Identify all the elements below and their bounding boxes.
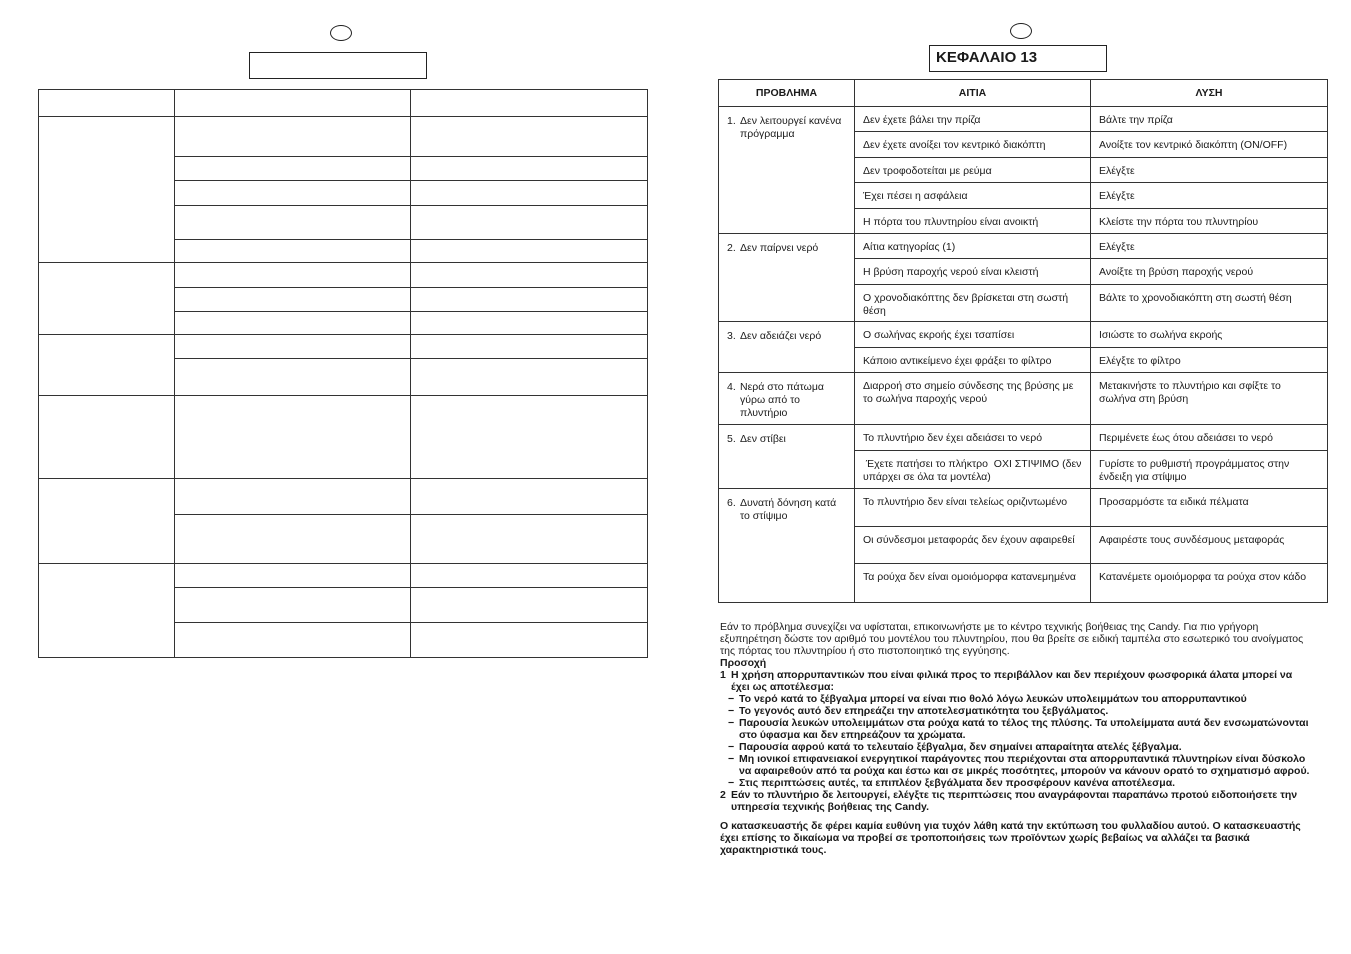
left-chapter-title (249, 52, 427, 79)
cause-cell: Η πόρτα του πλυντηρίου είναι ανοικτή (855, 209, 1091, 234)
solution-cell (411, 396, 648, 479)
table-header-row (39, 90, 648, 117)
cause-cell: Ο σωλήνας εκροής έχει τσαπίσει (855, 322, 1091, 348)
cause-cell (175, 240, 411, 263)
note-text: Η χρήση απορρυπαντικών που είναι φιλικά προς το περιβάλλον και δεν περιέχουν φωσφορικά άλατα μπορεί να έχει ως αποτέλεσμα: (731, 669, 1293, 693)
cause-cell: Αίτια κατηγορίας (1) (855, 234, 1091, 259)
table-row (719, 107, 1328, 132)
cause-cell (175, 206, 411, 240)
solution-cell (411, 312, 648, 335)
problem-cell (39, 564, 175, 658)
note-number: 2 (720, 789, 726, 801)
note-text: Εάν το πλυντήριο δε λειτουργεί, ελέγξτε τις περιπτώσεις που αναγράφονται παραπάνω προτού ειδοποιήσετε την υπηρεσία τεχνικής βοήθειας της Candy. (731, 789, 1298, 813)
cause-cell: Η βρύση παροχής νερού είναι κλειστή (855, 259, 1091, 285)
note-item-2 (720, 789, 1312, 813)
table-row (719, 373, 1328, 425)
problem-number: 6. (727, 497, 736, 509)
table-row (719, 234, 1328, 259)
solution-cell: Βάλτε το χρονοδιακόπτη στη σωστή θέση (1091, 285, 1328, 322)
disclaimer: Ο κατασκευαστής δε φέρει καμία ευθύνη για τυχόν λάθη κατά την εκτύπωση του φυλλαδίου αυτού. Ο κατασκευαστής έχει επίσης το δικαίωμα να προβεί σε τροποποιήσεις των προϊόντων χωρίς βεβαίως να αλλάζει τα βασικά χαρακτηριστικά τους. (720, 820, 1301, 856)
dash-mark: − (728, 705, 735, 717)
solution-cell (411, 335, 648, 359)
header-cause: ΑΙΤΙΑ (855, 80, 1091, 107)
dash-text: Μη ιονικοί επιφανειακοί ενεργητικοί παράγοντες που περιέχονται στα απορρυπαντικά πλυντηρίων είναι δύσκολο να αφαιρεθούν από τα ρούχα και έστω και σε μικρές ποσότητες, μπορούν να κάνουν ορατό το σχηματισμό αφρού. (739, 753, 1310, 777)
notes-section (720, 621, 1312, 856)
problem-text: Νερά στο πάτωμα γύρω από το πλυντήριο (740, 381, 824, 419)
problem-cell (39, 396, 175, 479)
problem-text: Δεν στίβει (740, 433, 786, 445)
cause-cell: Δεν έχετε ανοίξει τον κεντρικό διακόπτη (855, 132, 1091, 158)
dash-item (720, 753, 1312, 777)
dash-text: Το νερό κατά το ξέβγαλμα μπορεί να είναι πιο θολό λόγω λευκών υπολειμμάτων του απορρυπαντικού (739, 693, 1247, 705)
problem-cell (719, 373, 855, 425)
solution-cell: Βάλτε την πρίζα (1091, 107, 1328, 132)
solution-cell: Ελέγξτε (1091, 183, 1328, 209)
table-row (39, 263, 648, 288)
cause-cell: Το πλυντήριο δεν έχει αδειάσει το νερό (855, 425, 1091, 451)
note-item-1 (720, 669, 1312, 693)
dash-list (720, 693, 1312, 789)
cause-cell (175, 288, 411, 312)
cause-cell (175, 181, 411, 206)
solution-cell: Ανοίξτε τη βρύση παροχής νερού (1091, 259, 1328, 285)
header-problem: ΠΡΟΒΛΗΜΑ (719, 80, 855, 107)
solution-cell (411, 564, 648, 588)
problem-cell (719, 234, 855, 322)
dash-text: Στις περιπτώσεις αυτές, τα επιπλέον ξεβγάλματα δεν προσφέρουν κανένα αποτέλεσμα. (739, 777, 1176, 789)
solution-cell: Περιμένετε έως ότου αδειάσει το νερό (1091, 425, 1328, 451)
table-row (719, 489, 1328, 527)
table-row (39, 479, 648, 515)
solution-cell: Ελέγξτε το φίλτρο (1091, 348, 1328, 373)
problem-cell (39, 117, 175, 263)
problem-number: 3. (727, 330, 736, 342)
solution-cell (411, 157, 648, 181)
cause-cell (175, 564, 411, 588)
cause-cell: Έχετε πατήσει το πλήκτρο ΟΧΙ ΣΤΙΨΙΜΟ (δεν υπάρχει σε όλα τα μοντέλα) (855, 451, 1091, 489)
table-row (719, 322, 1328, 348)
solution-cell (411, 359, 648, 396)
cause-cell (175, 157, 411, 181)
cause-cell: Δεν τροφοδοτείται με ρεύμα (855, 158, 1091, 183)
problem-number: 4. (727, 381, 736, 393)
dash-item (720, 705, 1312, 717)
dash-mark: − (728, 693, 735, 705)
solution-cell (411, 515, 648, 564)
solution-cell: Αφαιρέστε τους συνδέσμους μεταφοράς (1091, 527, 1328, 564)
problem-text: Δεν λειτουργεί κανένα πρόγραμμα (740, 115, 842, 140)
header-cause (175, 90, 411, 117)
problem-number: 2. (727, 242, 736, 254)
left-page-badge (330, 25, 352, 41)
dash-text: Παρουσία αφρού κατά το τελευταίο ξέβγαλμα, δεν σημαίνει απαραίτητα ατελές ξέβγαλμα. (739, 741, 1182, 753)
dash-mark: − (728, 717, 735, 729)
dash-mark: − (728, 741, 735, 753)
solution-cell (411, 117, 648, 157)
solution-cell: Ελέγξτε (1091, 158, 1328, 183)
cause-cell: Οι σύνδεσμοι μεταφοράς δεν έχουν αφαιρεθεί (855, 527, 1091, 564)
table-row (39, 396, 648, 479)
solution-cell: Γυρίστε το ρυθμιστή προγράμματος στην ένδειξη για στίψιμο (1091, 451, 1328, 489)
problem-number: 1. (727, 115, 736, 127)
problem-cell (719, 322, 855, 373)
cause-cell: Δεν έχετε βάλει την πρίζα (855, 107, 1091, 132)
problem-cell (39, 335, 175, 396)
solution-cell: Ισιώστε το σωλήνα εκροής (1091, 322, 1328, 348)
cause-cell (175, 312, 411, 335)
solution-cell (411, 588, 648, 623)
cause-cell (175, 335, 411, 359)
notes-intro: Εάν το πρόβλημα συνεχίζει να υφίσταται, επικοινωνήστε με το κέντρο τεχνικής βοήθειας της Candy. Για πιο γρήγορη εξυπηρέτηση δώστε τον αριθμό του μοντέλου του πλυντηρίου, που θα βρείτε σε ειδική ταμπέλα στο εσωτερικό του ανοίγματος της πόρτας του πλυντηρίου ή στο πιστοποιητικό της εγγύησης. (720, 621, 1304, 657)
solution-cell (411, 623, 648, 658)
left-troubleshooting-table (38, 89, 648, 658)
dash-item (720, 777, 1312, 789)
cause-cell (175, 479, 411, 515)
table-row (719, 425, 1328, 451)
cause-cell: Έχει πέσει η ασφάλεια (855, 183, 1091, 209)
solution-cell: Κλείστε την πόρτα του πλυντηρίου (1091, 209, 1328, 234)
solution-cell: Μετακινήστε το πλυντήριο και σφίξτε το σωλήνα στη βρύση (1091, 373, 1328, 425)
cause-cell: Τα ρούχα δεν είναι ομοιόμορφα κατανεμημένα (855, 564, 1091, 603)
cause-cell (175, 117, 411, 157)
solution-cell: Ανοίξτε τον κεντρικό διακόπτη (ON/OFF) (1091, 132, 1328, 158)
solution-cell: Προσαρμόστε τα ειδικά πέλματα (1091, 489, 1328, 527)
problem-cell (39, 479, 175, 564)
problem-cell (39, 263, 175, 335)
dash-mark: − (728, 777, 735, 789)
header-solution: ΛΥΣΗ (1091, 80, 1328, 107)
dash-item (720, 741, 1312, 753)
solution-cell: Ελέγξτε (1091, 234, 1328, 259)
table-row (39, 117, 648, 157)
cause-cell (175, 588, 411, 623)
solution-cell (411, 288, 648, 312)
dash-item (720, 693, 1312, 705)
cause-cell (175, 515, 411, 564)
cause-cell: Κάποιο αντικείμενο έχει φράξει το φίλτρο (855, 348, 1091, 373)
dash-mark: − (728, 753, 735, 765)
header-problem (39, 90, 175, 117)
table-row (39, 564, 648, 588)
problem-cell (719, 425, 855, 489)
cause-cell (175, 396, 411, 479)
solution-cell (411, 263, 648, 288)
problem-text: Δυνατή δόνηση κατά το στίψιμο (740, 497, 837, 522)
header-solution (411, 90, 648, 117)
chapter-title: ΚΕΦΑΛΑΙΟ 13 (929, 45, 1107, 72)
cause-cell: Το πλυντήριο δεν είναι τελείως οριζιντωμένο (855, 489, 1091, 527)
problem-text: Δεν παίρνει νερό (740, 242, 819, 254)
problem-cell (719, 107, 855, 234)
cause-cell (175, 623, 411, 658)
solution-cell: Κατανέμετε ομοιόμορφα τα ρούχα στον κάδο (1091, 564, 1328, 603)
cause-cell (175, 263, 411, 288)
dash-item (720, 717, 1312, 741)
cause-cell: Ο χρονοδιακόπτης δεν βρίσκεται στη σωστή θέση (855, 285, 1091, 322)
attention-heading: Προσοχή (720, 657, 767, 669)
problem-number: 5. (727, 433, 736, 445)
solution-cell (411, 181, 648, 206)
dash-text: Παρουσία λευκών υπολειμμάτων στα ρούχα κατά το τέλος της πλύσης. Τα υπολείμματα αυτά δεν ενσωματώνονται στο ύφασμα και δεν επηρεάζουν τα χρώματα. (739, 717, 1309, 741)
right-page-badge (1010, 23, 1032, 39)
note-number: 1 (720, 669, 726, 681)
troubleshooting-table (718, 79, 1328, 603)
cause-cell (175, 359, 411, 396)
table-row (39, 335, 648, 359)
solution-cell (411, 479, 648, 515)
cause-cell: Διαρροή στο σημείο σύνδεσης της βρύσης με το σωλήνα παροχής νερού (855, 373, 1091, 425)
dash-text: Το γεγονός αυτό δεν επηρεάζει την αποτελεσματικότητα του ξεβγάλματος. (739, 705, 1109, 717)
problem-cell (719, 489, 855, 603)
problem-text: Δεν αδειάζει νερό (740, 330, 822, 342)
solution-cell (411, 206, 648, 240)
solution-cell (411, 240, 648, 263)
